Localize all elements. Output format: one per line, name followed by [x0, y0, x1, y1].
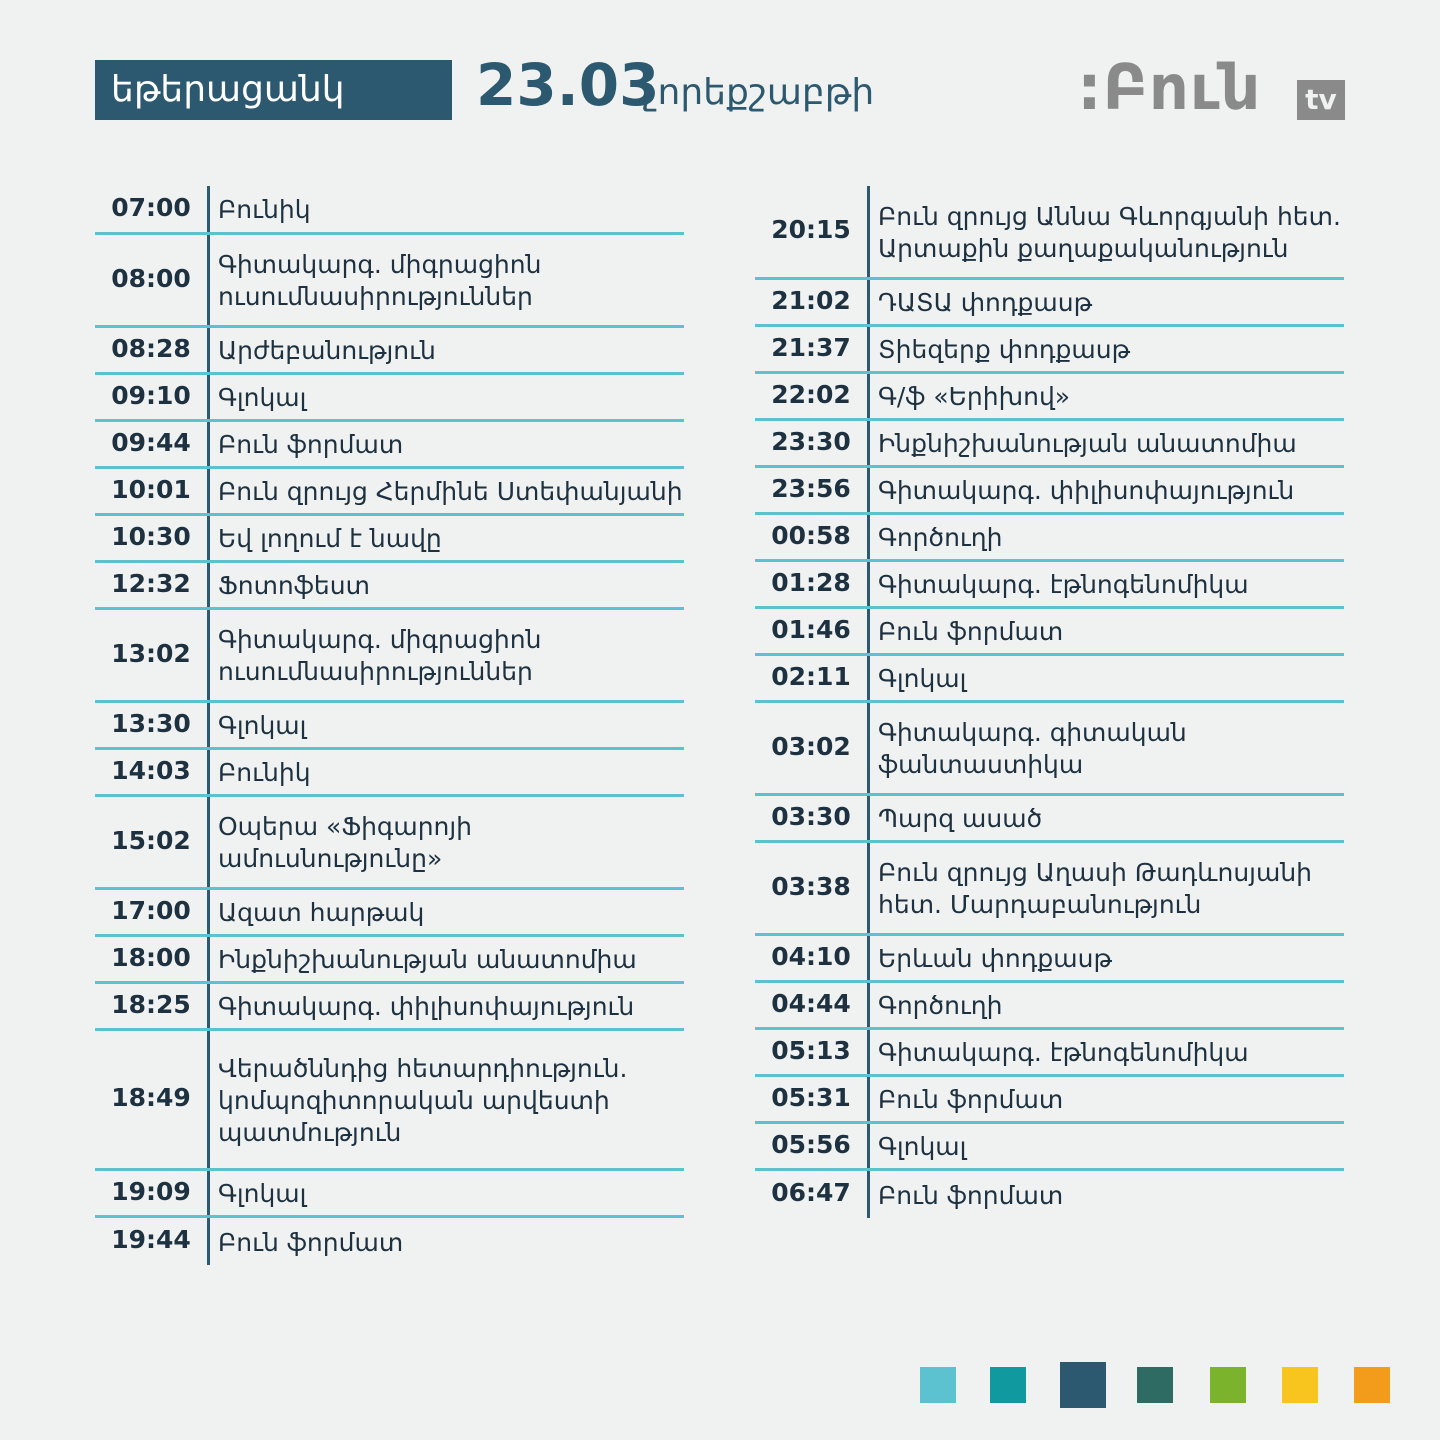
program-title: Բուն ֆորմատ: [218, 430, 404, 459]
palette-swatch: [1060, 1362, 1106, 1408]
program-title: Գիտակարգ. միգրացիոն ուսումնասիրություններ: [218, 250, 542, 311]
program-title: Գիտակարգ. փիլիսոփայություն: [878, 476, 1295, 505]
program-title: Գ/ֆ «Երիխով»: [878, 382, 1071, 411]
schedule-time: 22:02: [755, 374, 870, 418]
schedule-time: 10:01: [95, 469, 210, 513]
schedule-row: [755, 515, 1344, 562]
schedule-time: 08:28: [95, 328, 210, 372]
program-title: Օպերա «Ֆիգարոյի ամուսնությունը»: [218, 812, 473, 873]
program-title: Բունիկ: [218, 758, 311, 787]
program-title: ԴԱՏԱ փոդքասթ: [878, 288, 1093, 317]
program-title: Գլոկալ: [218, 711, 307, 740]
program-title: Բուն ֆորմատ: [878, 1180, 1064, 1210]
schedule-row: [95, 235, 684, 328]
schedule-date: 23.03: [476, 51, 660, 119]
schedule-time: 10:30: [95, 516, 210, 560]
schedule-row: [95, 375, 684, 422]
schedule-time: 20:15: [755, 186, 870, 277]
schedule-time: 02:11: [755, 656, 870, 700]
program-title: Արժեբանություն: [218, 336, 436, 365]
schedule-row: [755, 374, 1344, 421]
schedule-time: 18:00: [95, 937, 210, 981]
program-title: Գործուղի: [878, 991, 1003, 1020]
schedule-row: [755, 1171, 1344, 1218]
palette-swatch: [1137, 1367, 1173, 1403]
schedule-row: [755, 843, 1344, 936]
program-title: Բունիկ: [218, 195, 311, 224]
schedule-row: [95, 186, 684, 235]
program-title: Գիտակարգ. էթնոգենոմիկա: [878, 1038, 1249, 1067]
schedule-row: [95, 610, 684, 703]
schedule-row: [755, 1077, 1344, 1124]
program-title: Բուն զրույց Աղասի Թադևոսյանի հետ. Մարդաբանություն: [878, 858, 1313, 919]
schedule-time: 00:58: [755, 515, 870, 559]
schedule-time: 12:32: [95, 563, 210, 607]
schedule-row: [755, 796, 1344, 843]
brand-logo: [1077, 51, 1345, 124]
schedule-row: [95, 797, 684, 890]
schedule-row: [755, 936, 1344, 983]
schedule-row: [755, 562, 1344, 609]
schedule-row: [755, 327, 1344, 374]
program-title: Գլոկալ: [878, 664, 967, 693]
program-title: Երևան փոդքասթ: [878, 944, 1112, 973]
schedule-time: 01:46: [755, 609, 870, 653]
program-title: Ինքնիշխանության անատոմիա: [218, 945, 637, 974]
schedule-time: 18:49: [95, 1031, 210, 1168]
schedule-time: 08:00: [95, 235, 210, 325]
program-title: Տիեզերք փոդքասթ: [878, 335, 1131, 364]
program-title: Գլոկալ: [878, 1132, 967, 1161]
schedule-row: [95, 1031, 684, 1171]
program-title: Պարզ ասած: [878, 804, 1043, 833]
schedule-time: 15:02: [95, 797, 210, 887]
palette-swatch: [1354, 1367, 1390, 1403]
schedule-row: [95, 984, 684, 1031]
program-title: Ինքնիշխանության անատոմիա: [878, 429, 1297, 458]
schedule-row: [95, 516, 684, 563]
palette-swatch: [1282, 1367, 1318, 1403]
schedule-time: 05:56: [755, 1124, 870, 1168]
schedule-time: 03:38: [755, 843, 870, 933]
schedule-time: 09:44: [95, 422, 210, 466]
schedule-row: [95, 422, 684, 469]
schedule-time: 19:09: [95, 1171, 210, 1215]
program-title: Գիտակարգ. գիտական ֆանտաստիկա: [878, 718, 1187, 779]
schedule-time: 18:25: [95, 984, 210, 1028]
schedule-row: [95, 1171, 684, 1218]
schedule-row: [755, 421, 1344, 468]
schedule-row: [755, 280, 1344, 327]
schedule-right-column: [755, 186, 1344, 1218]
schedule-left-column: [95, 186, 684, 1265]
schedule-time: 13:02: [95, 610, 210, 700]
schedule-row: [755, 609, 1344, 656]
program-title: Գլոկալ: [218, 383, 307, 412]
program-title: Բուն ֆորմատ: [218, 1227, 404, 1257]
program-title: Բուն զրույց Հերմինե Ստեփանյանի: [218, 477, 683, 506]
brand-logo-text: :Բուն: [1077, 51, 1262, 124]
program-title: Գլոկալ: [218, 1179, 307, 1208]
program-title: Վերածննդից հետարդիություն. կոմպոզիտորական արվեստի պատմություն: [218, 1053, 628, 1147]
program-title: Գիտակարգ. միգրացիոն ուսումնասիրություններ: [218, 625, 542, 686]
schedule-row: [95, 328, 684, 375]
schedule-row: [95, 937, 684, 984]
schedule-time: 13:30: [95, 703, 210, 747]
schedule-time: 04:44: [755, 983, 870, 1027]
program-title: Եվ լողում է նավը: [218, 524, 442, 553]
schedule-time: 06:47: [755, 1171, 870, 1218]
schedule-time: 05:31: [755, 1077, 870, 1121]
program-title: Գիտակարգ. էթնոգենոմիկա: [878, 570, 1249, 599]
schedule-row: [95, 750, 684, 797]
program-title: Գործուղի: [878, 523, 1003, 552]
palette-swatch: [1210, 1367, 1246, 1403]
schedule-row: [95, 703, 684, 750]
brand-logo-tv: tv: [1297, 80, 1345, 120]
palette-swatch: [990, 1367, 1026, 1403]
schedule-time: 01:28: [755, 562, 870, 606]
schedule-time: 19:44: [95, 1218, 210, 1265]
schedule-time: 14:03: [95, 750, 210, 794]
schedule-row: [755, 1124, 1344, 1171]
schedule-time: 17:00: [95, 890, 210, 934]
schedule-time: 21:37: [755, 327, 870, 371]
schedule-row: [755, 1030, 1344, 1077]
program-title: Ֆոտոֆեստ: [218, 571, 370, 600]
color-palette: [920, 1362, 1390, 1408]
schedule-row: [95, 563, 684, 610]
schedule-row: [95, 469, 684, 516]
schedule-time: 21:02: [755, 280, 870, 324]
program-title: Գիտակարգ. փիլիսոփայություն: [218, 992, 635, 1021]
schedule-time: 09:10: [95, 375, 210, 419]
program-title: Բուն ֆորմատ: [878, 1085, 1064, 1114]
schedule-time: 23:56: [755, 468, 870, 512]
schedule-time: 03:30: [755, 796, 870, 840]
palette-swatch: [920, 1367, 956, 1403]
program-title: Բուն զրույց Աննա Գևորգյանի հետ. Արտաքին քաղաքականություն: [878, 201, 1341, 263]
program-title: Ազատ հարթակ: [218, 898, 425, 927]
schedule-time: 04:10: [755, 936, 870, 980]
schedule-time: 03:02: [755, 703, 870, 793]
schedule-row: [95, 890, 684, 937]
schedule-row: [755, 703, 1344, 796]
schedule-time: 05:13: [755, 1030, 870, 1074]
program-title: Բուն ֆորմատ: [878, 617, 1064, 646]
schedule-row: [755, 468, 1344, 515]
schedule-label: եթերացանկ: [95, 60, 452, 120]
schedule-time: 07:00: [95, 186, 210, 232]
schedule-weekday: չորեքշաբթի: [643, 72, 875, 113]
schedule-row: [755, 983, 1344, 1030]
schedule-row: [755, 186, 1344, 280]
schedule-row: [95, 1218, 684, 1265]
schedule-time: 23:30: [755, 421, 870, 465]
schedule-row: [755, 656, 1344, 703]
